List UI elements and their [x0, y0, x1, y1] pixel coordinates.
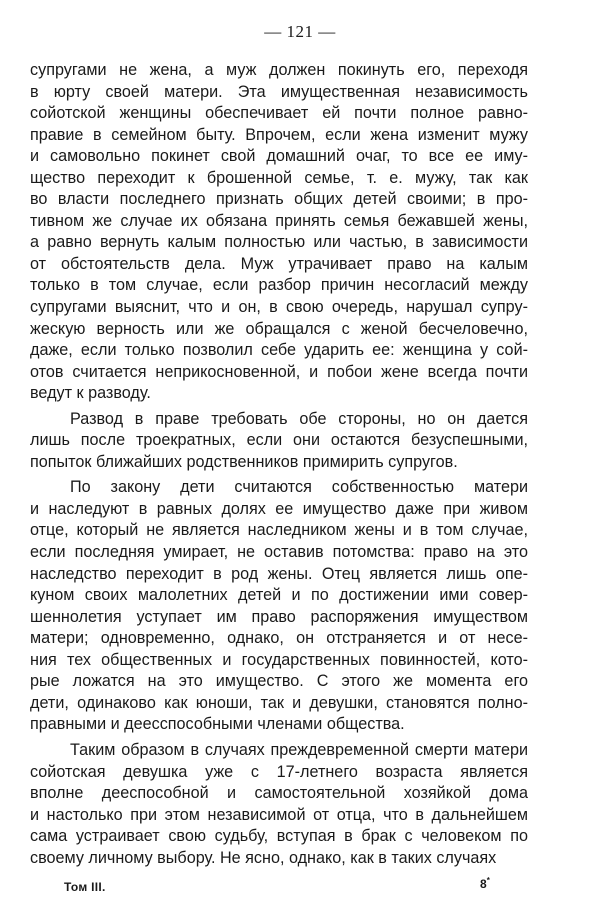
text-line: правие в семейном быту. Впрочем, если жена изменит мужу [30, 125, 528, 144]
body-text [30, 60, 528, 869]
text-line: сойотской женщины обеспечивает ей почти полное равно- [30, 104, 528, 123]
text-line: шеннолетия уступает им право распоряжения имуществом [30, 607, 528, 626]
text-line: супругами выяснит, что и он, в свою очередь, нарушал супру- [30, 298, 528, 317]
paragraph [30, 740, 528, 869]
text-line: тивном же случае их обязана принять семья бежавшей жены, [30, 211, 528, 230]
paragraph [30, 477, 528, 736]
volume-label: Том III. [64, 880, 106, 894]
text-line: Таким образом в случаях преждевременной смерти матери [70, 740, 528, 759]
page-number: — 121 — [264, 22, 336, 41]
signature-number: 8 [480, 877, 487, 891]
text-line: и настолько при этом независимой от отца, что в дальнейшем [30, 805, 528, 824]
text-line: только в том случае, если разбор причин несогласий между [30, 276, 528, 295]
text-line: от обстоятельств дела. Муж утрачивает право на калым [30, 254, 528, 273]
text-line: если последняя умирает, не оставив потомства: право на это [30, 543, 528, 562]
text-line: своему личному выбору. Не ясно, однако, как в таких случаях [30, 848, 497, 867]
signature-mark [480, 876, 490, 891]
text-line: матери; одновременно, однако, он отстраняется и от несе- [30, 629, 528, 648]
text-line: лишь после троекратных, если они остаются безуспешными, [30, 431, 528, 450]
text-line: и наследуют в равных долях ее имущество даже при живом [30, 499, 528, 518]
text-line: правными и деесспособными членами общества. [30, 715, 405, 734]
signature-asterisk: * [486, 876, 490, 885]
text-line: супругами не жена, а муж должен покинуть его, переходя [30, 61, 528, 79]
text-line: и самовольно покинет свой домашний очаг, то все ее иму- [30, 147, 528, 166]
text-line: вполне дееспособной и самостоятельной хозяйкой дома [30, 784, 528, 803]
text-line: рые ложатся на это имущество. С этого же момента его [30, 672, 528, 691]
text-line: отов считается неприкосновенной, и побои жене всегда почти [30, 362, 528, 381]
paragraph [30, 60, 528, 405]
text-line: во власти последнего признать общих детей своими; в про- [30, 190, 528, 209]
text-line: наследство переходит в род жены. Отец является лишь опе- [30, 564, 528, 583]
text-line: щество переходит к брошенной семье, т. е. мужу, так как [30, 168, 528, 187]
text-line: в юрту своей матери. Эта имущественная независимость [30, 82, 528, 101]
text-line: сойотская девушка уже с 17-летнего возраста является [30, 762, 528, 781]
text-line: попыток ближайших родственников примирить супругов. [30, 452, 458, 471]
text-line: ведут к разводу. [30, 384, 151, 403]
text-line: отце, который не является наследником жены и в том случае, [30, 521, 528, 540]
text-line: жескую верность или же обращался с женой бесчеловечно, [30, 319, 528, 338]
text-line: сама устраивает свою судьбу, вступая в брак с человеком по [30, 827, 528, 846]
text-line: дети, одинаково как юноши, так и девушки, становятся полно- [30, 693, 528, 712]
text-line: куном своих малолетних детей и по достижении ими совер- [30, 586, 528, 605]
text-line: Развод в праве требовать обе стороны, но он дается [70, 409, 528, 428]
text-line: ния тех общественных и государственных повинностей, кото- [30, 650, 528, 669]
paragraph [30, 409, 528, 474]
text-line: а равно вернуть калым полностью или частью, в зависимости [30, 233, 528, 252]
text-line: По закону дети считаются собственностью матери [70, 478, 528, 497]
text-line: даже, если только позволил себе ударить ее: женщина у сой- [30, 341, 528, 360]
